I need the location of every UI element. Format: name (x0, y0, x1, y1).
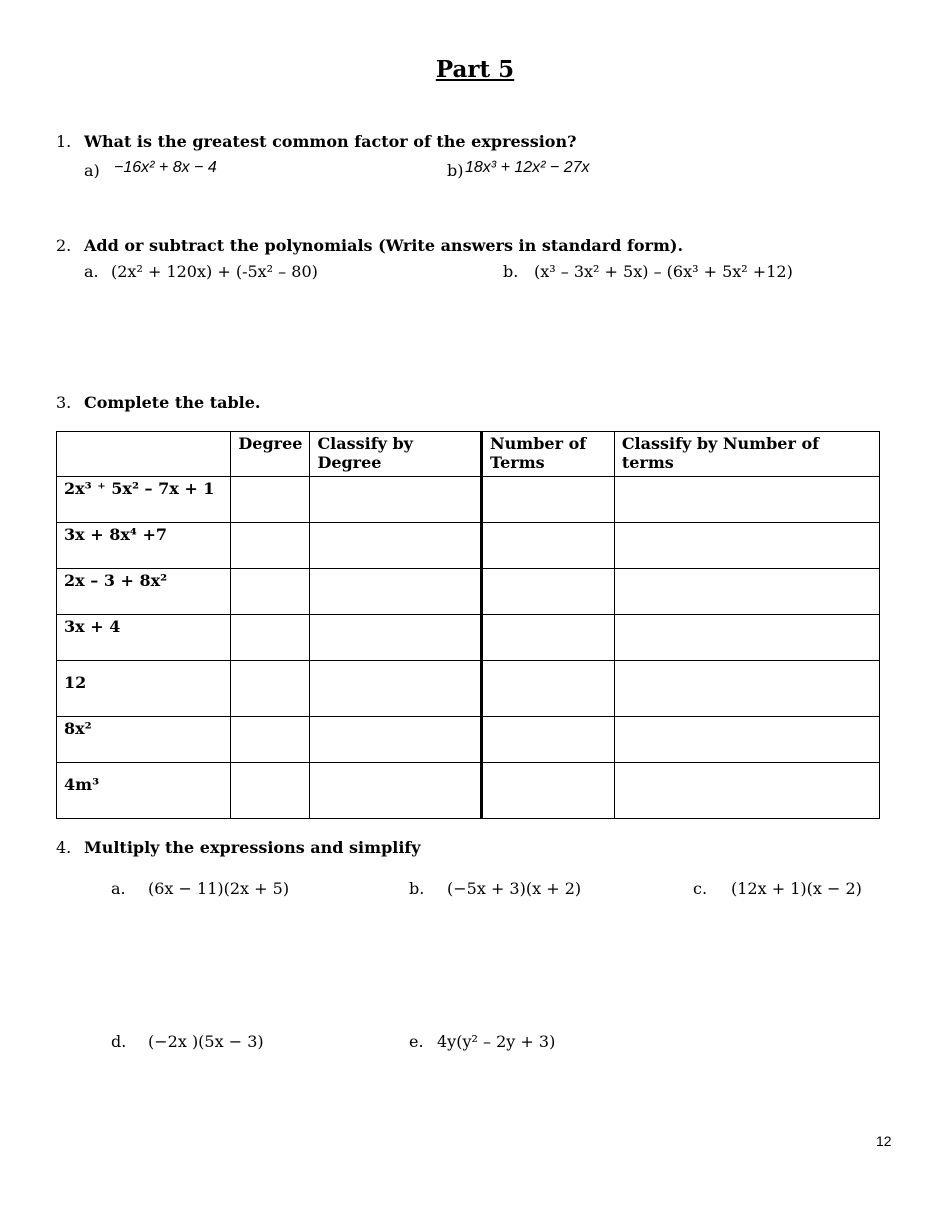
q4-number: 4. (56, 838, 72, 857)
table-row-expression: 8x² (57, 717, 231, 763)
table-row-expression: 3x + 4 (57, 615, 231, 661)
q2-b-label: b. (503, 262, 519, 281)
q1-b-expression: 18x³ + 12x² − 27x (465, 159, 590, 176)
table-cell-classify-terms[interactable] (614, 477, 879, 523)
table-cell-classify-degree[interactable] (310, 717, 482, 763)
table-cell-classify-terms[interactable] (614, 763, 879, 819)
table-cell-number-of-terms[interactable] (482, 523, 615, 569)
q2-number: 2. (56, 236, 72, 255)
table-cell-classify-degree[interactable] (310, 569, 482, 615)
q4-text: Multiply the expressions and simplify (84, 838, 421, 857)
table-cell-degree[interactable] (231, 661, 310, 717)
q4-d-label: d. (111, 1032, 127, 1051)
table-cell-classify-terms[interactable] (614, 661, 879, 717)
table-cell-classify-degree[interactable] (310, 763, 482, 819)
q4-b-expression: (−5x + 3)(x + 2) (447, 879, 582, 898)
page-number: 12 (876, 1133, 892, 1149)
q4-e-expression: 4y(y² – 2y + 3) (437, 1032, 556, 1051)
table-cell-classify-degree[interactable] (310, 523, 482, 569)
table-row (57, 717, 880, 763)
q1-number: 1. (56, 132, 72, 151)
table-cell-number-of-terms[interactable] (482, 477, 615, 523)
table-row (57, 615, 880, 661)
table-cell-classify-degree[interactable] (310, 661, 482, 717)
table-row (57, 661, 880, 717)
table-cell-classify-degree[interactable] (310, 615, 482, 661)
q3-text: Complete the table. (84, 393, 261, 412)
table-cell-degree[interactable] (231, 477, 310, 523)
page-title: Part 5 (435, 56, 515, 83)
q4-a-expression: (6x − 11)(2x + 5) (148, 879, 290, 898)
q4-c-expression: (12x + 1)(x − 2) (731, 879, 862, 898)
q1-text: What is the greatest common factor of the expression? (84, 132, 577, 151)
table-row-expression: 12 (57, 661, 231, 717)
q4-e-label: e. (409, 1032, 424, 1051)
table-row-expression: 2x³ ⁺ 5x² – 7x + 1 (57, 477, 231, 523)
table-cell-number-of-terms[interactable] (482, 569, 615, 615)
table-cell-classify-degree[interactable] (310, 477, 482, 523)
table-row (57, 477, 880, 523)
table-cell-number-of-terms[interactable] (482, 763, 615, 819)
table-cell-degree[interactable] (231, 615, 310, 661)
q3-number: 3. (56, 393, 72, 412)
q1-a-label: a) (84, 161, 100, 180)
table-cell-degree[interactable] (231, 717, 310, 763)
table-cell-degree[interactable] (231, 569, 310, 615)
table-row (57, 763, 880, 819)
table-cell-number-of-terms[interactable] (482, 615, 615, 661)
table-cell-classify-terms[interactable] (614, 615, 879, 661)
table-row (57, 569, 880, 615)
table-row-expression: 4m³ (57, 763, 231, 819)
table-row-expression: 2x – 3 + 8x² (57, 569, 231, 615)
table-header-number-of-terms: Number of Terms (482, 432, 615, 477)
table-header-expression (57, 432, 231, 477)
table-cell-classify-terms[interactable] (614, 717, 879, 763)
q4-d-expression: (−2x )(5x − 3) (148, 1032, 264, 1051)
q1-b-label: b) (447, 161, 464, 180)
table-header-classify-terms: Classify by Number of terms (614, 432, 879, 477)
q2-a-label: a. (84, 262, 99, 281)
polynomial-table (56, 431, 880, 819)
q4-a-label: a. (111, 879, 126, 898)
q4-c-label: c. (693, 879, 708, 898)
q2-text: Add or subtract the polynomials (Write answers in standard form). (84, 236, 684, 255)
table-header-classify-degree: Classify by Degree (310, 432, 482, 477)
q1-a-expression: −16x² + 8x − 4 (114, 159, 217, 176)
table-cell-degree[interactable] (231, 763, 310, 819)
table-header-degree: Degree (231, 432, 310, 477)
q2-b-expression: (x³ – 3x² + 5x) – (6x³ + 5x² +12) (534, 262, 793, 281)
table-row-expression: 3x + 8x⁴ +7 (57, 523, 231, 569)
table-cell-number-of-terms[interactable] (482, 717, 615, 763)
table-row (57, 523, 880, 569)
q4-b-label: b. (409, 879, 425, 898)
table-cell-classify-terms[interactable] (614, 523, 879, 569)
table-header-row (57, 432, 880, 477)
q2-a-expression: (2x² + 120x) + (-5x² – 80) (111, 262, 318, 281)
table-cell-degree[interactable] (231, 523, 310, 569)
table-cell-number-of-terms[interactable] (482, 661, 615, 717)
table-cell-classify-terms[interactable] (614, 569, 879, 615)
